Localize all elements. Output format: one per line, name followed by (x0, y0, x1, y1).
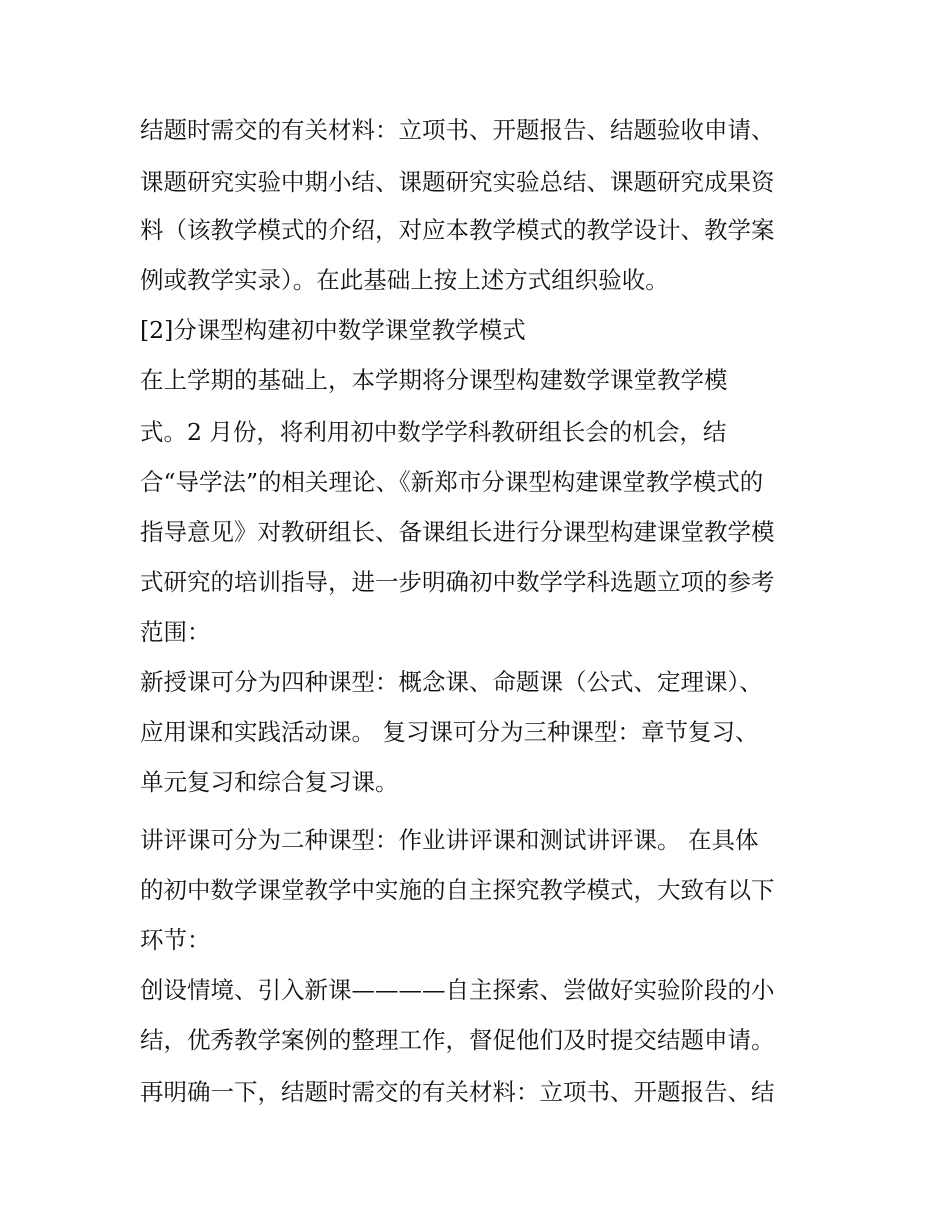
text-line: 结，优秀教学案例的整理工作，督促他们及时提交结题申请。 (140, 1026, 775, 1054)
text-line: 新授课可分为四种课型：概念课、命题课（公式、定理课）、 (140, 668, 763, 696)
text-line: 例或教学实录）。在此基础上按上述方式组织验收。 (140, 266, 669, 294)
text-line: 讲评课可分为二种课型：作业讲评课和测试讲评课。 在具体 (140, 826, 759, 854)
text-line: 应用课和实践活动课。 复习课可分为三种课型：章节复习、 (140, 718, 759, 746)
text-line: 环节： (140, 926, 211, 954)
text-line: 创设情境、引入新课————自主探索、尝做好实验阶段的小 (140, 976, 775, 1004)
text-line: 在上学期的基础上，本学期将分课型构建数学课堂教学模 (140, 366, 728, 394)
text-line: 范围： (140, 618, 211, 646)
text-line: 的初中数学课堂教学中实施的自主探究教学模式，大致有以下 (140, 876, 775, 904)
text-line: 式研究的培训指导，进一步明确初中数学学科选题立项的参考 (140, 568, 775, 596)
text-line: 结题时需交的有关材料：立项书、开题报告、结题验收申请、 (140, 116, 775, 144)
section-heading: [2]分课型构建初中数学课堂教学模式 (140, 316, 526, 344)
text-line: 合“导学法”的相关理论、《新郑市分课型构建课堂教学模式的 (140, 468, 764, 496)
text-line: 课题研究实验中期小结、课题研究实验总结、课题研究成果资 (140, 168, 775, 196)
text-line: 指导意见》对教研组长、备课组长进行分课型构建课堂教学模 (140, 518, 775, 546)
text-line: 再明确一下，结题时需交的有关材料：立项书、开题报告、结 (140, 1078, 775, 1106)
text-line: 式。2 月份，将利用初中数学学科教研组长会的机会，结 (140, 418, 727, 446)
text-line: 料（该教学模式的介绍，对应本教学模式的教学设计、教学案 (140, 216, 775, 244)
text-line: 单元复习和综合复习课。 (140, 768, 399, 796)
